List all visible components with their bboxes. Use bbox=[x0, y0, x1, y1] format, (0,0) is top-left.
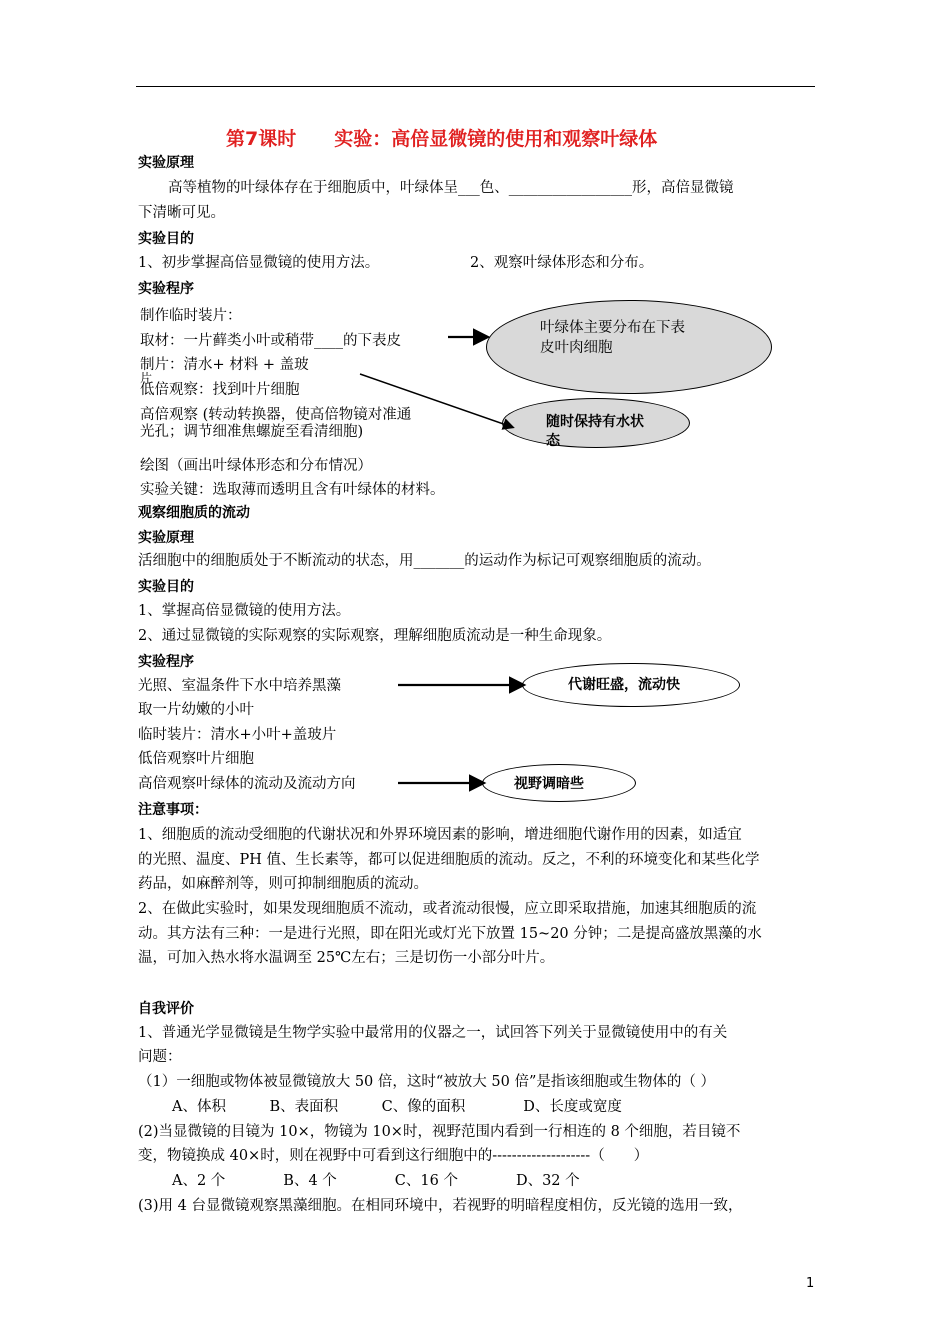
self-eval-heading: 自我评价 bbox=[138, 1001, 194, 1017]
question-text: （1）一细胞或物体被显微镜放大 50 倍，这时“被放大 50 倍”是指该细胞或生物体的（ ） bbox=[138, 1074, 715, 1090]
arrow-water bbox=[360, 374, 512, 427]
principle-heading: 实验原理 bbox=[138, 155, 194, 171]
note-text: 1、细胞质的流动受细胞的代谢状况和外界环境因素的影响，增进细胞代谢作用的因素，如适宜 bbox=[138, 827, 742, 843]
procedure-step: 取材：一片藓类小叶或稍带____的下表皮 bbox=[140, 333, 401, 349]
principle-text: 高等植物的叶绿体存在于细胞质中，叶绿体呈___色、_________________形，高倍显微镜 bbox=[168, 180, 734, 196]
callout-water-text: 随时保持有水状 bbox=[546, 414, 644, 430]
page-title: 第7课时 实验：高倍显微镜的使用和观察叶绿体 bbox=[226, 128, 658, 150]
procedure-step: 片 bbox=[140, 371, 153, 385]
procedure-heading: 实验程序 bbox=[138, 654, 194, 670]
callout-chloroplast-text: 叶绿体主要分布在下表 bbox=[540, 320, 685, 336]
procedure-step: 制作临时装片： bbox=[140, 308, 242, 324]
procedure-step: 制片：清水+ 材料 + 盖玻 bbox=[140, 357, 309, 373]
procedure-step: 高倍观察 (转动转换器，使高倍物镜对准通 bbox=[140, 407, 412, 423]
procedure-step: 低倍观察叶片细胞 bbox=[138, 751, 254, 767]
question-text: 变，物镜换成 40×时，则在视野中可看到这行细胞中的--------------------（ ） bbox=[138, 1148, 649, 1164]
callout-water-text: 态 bbox=[546, 433, 560, 449]
experiment-key: 实验关键：选取薄而透明且含有叶绿体的材料。 bbox=[140, 482, 445, 498]
callout-metabolism-text: 代谢旺盛，流动快 bbox=[568, 677, 680, 693]
note-text: 药品，如麻醉剂等，则可抑制细胞质的流动。 bbox=[138, 876, 428, 892]
callout-chloroplast-text: 皮叶肉细胞 bbox=[540, 340, 613, 356]
goal-item: 2、观察叶绿体形态和分布。 bbox=[470, 255, 654, 271]
question-text: 1、普通光学显微镜是生物学实验中最常用的仪器之一，试回答下列关于显微镜使用中的有关 bbox=[138, 1025, 728, 1041]
notes-heading: 注意事项： bbox=[138, 802, 208, 818]
question-text: 问题： bbox=[138, 1049, 182, 1065]
callout-dark-text: 视野调暗些 bbox=[514, 776, 584, 792]
procedure-step: 临时装片：清水+小叶+盖玻片 bbox=[138, 727, 337, 743]
principle-heading: 实验原理 bbox=[138, 530, 194, 546]
question-options: A、2 个 B、4 个 C、16 个 D、32 个 bbox=[172, 1173, 580, 1189]
note-text: 动。其方法有三种：一是进行光照，即在阳光或灯光下放置 15~20 分钟；二是提高盛放黑藻的水 bbox=[138, 926, 762, 942]
goal-heading: 实验目的 bbox=[138, 579, 194, 595]
procedure-step: 光孔；调节细准焦螺旋至看清细胞) bbox=[140, 424, 364, 440]
procedure-heading: 实验程序 bbox=[138, 281, 194, 297]
goal-item: 2、通过显微镜的实际观察的实际观察，理解细胞质流动是一种生命现象。 bbox=[138, 628, 612, 644]
procedure-step: 高倍观察叶绿体的流动及流动方向 bbox=[138, 776, 356, 792]
goal-heading: 实验目的 bbox=[138, 231, 194, 247]
note-text: 2、在做此实验时，如果发现细胞质不流动，或者流动很慢，应立即采取措施，加速其细胞质的流 bbox=[138, 901, 757, 917]
goal-item: 1、初步掌握高倍显微镜的使用方法。 bbox=[138, 255, 380, 271]
note-text: 温，可加入热水将水温调至 25℃左右；三是切伤一小部分叶片。 bbox=[138, 950, 555, 966]
question-text: (2)当显微镜的目镜为 10×，物镜为 10×时，视野范围内看到一行相连的 8 个细胞，若目镜不 bbox=[138, 1124, 741, 1140]
question-text: (3)用 4 台显微镜观察黑藻细胞。在相同环境中，若视野的明暗程度相仿，反光镜的选用一致， bbox=[138, 1198, 743, 1214]
principle-text: 活细胞中的细胞质处于不断流动的状态，用_______的运动作为标记可观察细胞质的流动。 bbox=[138, 553, 711, 569]
question-options: A、体积 B、表面积 C、像的面积 D、长度或宽度 bbox=[172, 1099, 622, 1115]
section-heading: 观察细胞质的流动 bbox=[138, 505, 250, 521]
principle-text: 下清晰可见。 bbox=[138, 205, 225, 221]
procedure-step: 取一片幼嫩的小叶 bbox=[138, 702, 254, 718]
draw-instruction: 绘图（画出叶绿体形态和分布情况） bbox=[140, 458, 372, 474]
procedure-step: 低倍观察：找到叶片细胞 bbox=[140, 382, 300, 398]
note-text: 的光照、温度、PH 值、生长素等，都可以促进细胞质的流动。反之，不利的环境变化和某些化学 bbox=[138, 852, 760, 868]
goal-item: 1、掌握高倍显微镜的使用方法。 bbox=[138, 603, 351, 619]
procedure-step: 光照、室温条件下水中培养黑藻 bbox=[138, 678, 341, 694]
page-number: 1 bbox=[806, 1276, 815, 1291]
